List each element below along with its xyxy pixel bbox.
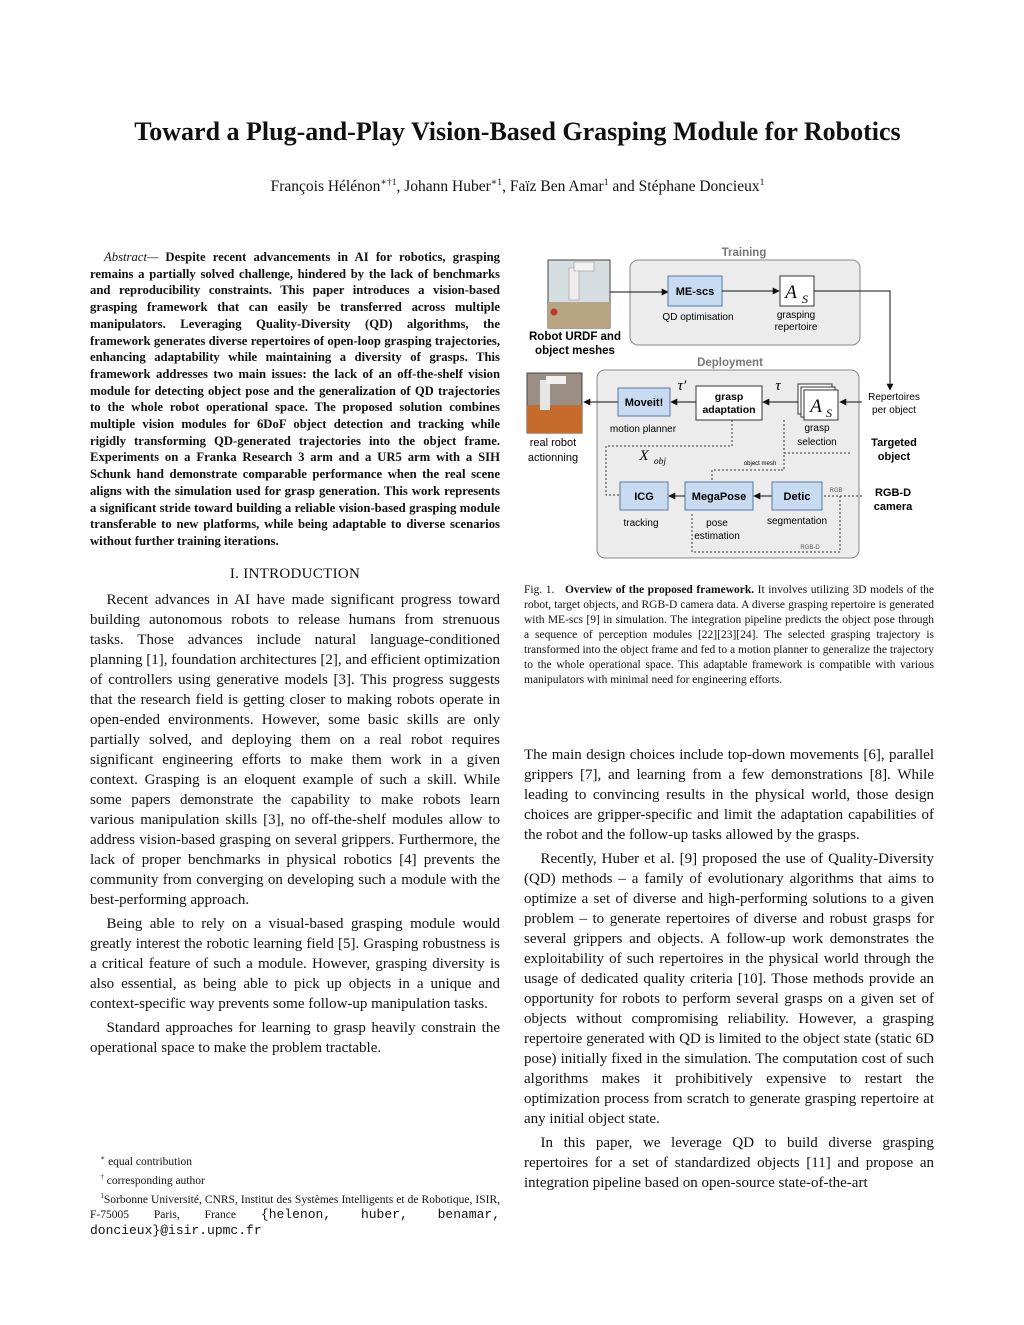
as-subscript: S: [802, 292, 808, 306]
author-name: Faïz Ben Amar: [509, 178, 604, 196]
tau-symbol: τ: [775, 378, 781, 394]
grasping-repertoire-line2: repertoire: [774, 322, 818, 333]
left-column: [90, 249, 500, 1058]
rgbd-small-label: RGB-D: [800, 545, 820, 551]
targeted-object-line2: object: [877, 451, 911, 463]
motion-planner-label: motion planner: [609, 424, 677, 435]
footnote-affiliation: [90, 1189, 500, 1240]
object-mesh-label: object mesh: [743, 461, 777, 467]
paragraph: In this paper, we leverage QD to build diverse grasping repertoires for a set of standardized objects [11] and propose an integration pipeline based on open-source state-of-the-art: [524, 1135, 934, 1191]
section-heading-introduction: I. INTRODUCTION: [229, 565, 361, 582]
x-obj-subscript: obj: [653, 457, 667, 467]
footnote-text: equal contribution: [105, 1155, 193, 1168]
figure-1: [522, 240, 942, 570]
caption-bold: Overview of the proposed framework.: [564, 584, 755, 596]
author-separator: ,: [502, 178, 510, 196]
paragraph: Recently, Huber et al. [9] proposed the use of Quality-Diversity (QD) methods – a family of evolutionary algorithms that aims to optimize a set of diverse and high-performing solutions to a given problem – to generate repertoires of diverse and robust grasps for several grippers and objects. A follow-up work demonstrates the exploitability of such repertoires in the physical world through the usage of dedicated quality criteria [10]. Those methods provide an opportunity for robots to perform several grasps on a given set of objects without compromising reliability. However, a grasping repertoire generated with QD is limited to the object state (static 6D pose) initially fixed in the simulation. The computation cost of such algorithms makes it prohibitively expensive to restart the optimization process from scratch to generate grasping repertoire at any initial object state.: [524, 851, 934, 1127]
repertoires-per-object-line1: Repertoires: [868, 392, 920, 403]
robot-urdf-line1: Robot URDF and: [529, 331, 621, 343]
training-label: Training: [721, 247, 767, 259]
footnote-text: corresponding author: [103, 1174, 205, 1187]
rgbd-camera-line2: camera: [873, 501, 913, 513]
author-name: Stéphane Doncieux: [638, 178, 760, 196]
paper-title: Toward a Plug-and-Play Vision-Based Grasping Module for Robotics: [134, 117, 901, 146]
grasp-selection-line1: grasp: [804, 423, 830, 434]
framework-diagram: [522, 240, 942, 570]
x-obj-symbol: X: [639, 448, 649, 464]
abstract-lead: Abstract: [103, 250, 147, 264]
me-scs-label: ME-scs: [675, 286, 715, 298]
abstract-dash: —: [146, 250, 159, 264]
author-name: Johann Huber: [404, 178, 491, 196]
right-column: [524, 745, 934, 1193]
deployment-label: Deployment: [697, 357, 763, 369]
paragraph: Recent advances in AI have made significant progress toward building autonomous robots to release humans from strenuous tasks. Those advances include natural language-conditioned planning [1], foundation architectures [2], and efficient optimization of controllers using generative models [3]. This progress suggests that the research field is getting closer to making robots operate in open-ended environments. However, some basic skills are only partially solved, and deploying them on a real robot requires significant engineering efforts to make them work in a given context. Grasping is an eloquent example of such a skill. While some papers demonstrate the capability to make robots learn various manipulation skills [3], no off-the-shelf modules allow to address vision-based grasping on several grippers. Furthermore, the lack of proper benchmarks in physical robotics [4] prevents the community from converging on developing such a module with the best-performing approach.: [90, 591, 501, 908]
training-panel: [630, 260, 860, 345]
arxiv-stamp: [8, 316, 66, 956]
abstract: [90, 249, 500, 550]
real-robot-image: [527, 373, 582, 433]
author-marks: ∗1: [490, 177, 503, 188]
footnote-mark: †: [100, 1172, 104, 1181]
qd-optimisation-label: QD optimisation: [662, 312, 734, 323]
as-symbol: A: [785, 282, 797, 303]
repertoires-per-object-line2: per object: [872, 405, 916, 416]
pose-estimation-line2: estimation: [694, 531, 740, 542]
paragraph: Being able to rely on a visual-based grasping module would greatly interest the robotic learning field [5]. Grasping robustness is a critical feature of such a module. However, grasping diversity is also essential, as being able to pick up objects in a unique and context-specific way prevents some follow-up manipulation tasks.: [90, 915, 500, 1012]
footnote-emails: {helenon, huber, benamar, doncieux}@isir.upmc.fr: [90, 1207, 500, 1239]
pose-estimation-line1: pose: [706, 518, 728, 529]
icg-label: ICG: [634, 491, 654, 503]
grasp-selection-line2: selection: [797, 437, 837, 448]
author-line: [60, 177, 975, 196]
footnote-corresponding: [90, 1170, 500, 1189]
author-marks: 1: [603, 177, 609, 188]
author-marks: 1: [759, 177, 765, 188]
footnote-equal: [90, 1151, 500, 1170]
caption-label: Fig. 1.: [524, 584, 555, 596]
author-name: François Hélénon: [270, 178, 381, 196]
targeted-object-line1: Targeted: [871, 437, 917, 449]
paragraph: The main design choices include top-down movements [6], parallel grippers [7], and learning from a few demonstrations [8]. While leading to convincing results in the physical world, those design choices are gripper-specific and limit the adaptation capabilities of the robot and the follow-up tasks allowed by the grasps.: [524, 747, 934, 843]
author-marks: ∗†1: [380, 177, 397, 188]
detic-label: Detic: [783, 491, 811, 503]
paragraph: Standard approaches for learning to grasp heavily constrain the operational space to make the problem tractable.: [90, 1019, 500, 1056]
selection-as-symbol: A: [810, 396, 822, 417]
figure-caption: [524, 583, 934, 688]
footnotes: [90, 1151, 500, 1239]
tau-prime-symbol: τ′: [677, 378, 687, 394]
grasp-adaptation-line2: adaptation: [702, 404, 756, 416]
tracking-label: tracking: [623, 518, 659, 529]
robot-urdf-line2: object meshes: [535, 345, 615, 357]
footnote-mark: 1: [100, 1191, 104, 1200]
selection-as-subscript: S: [826, 406, 832, 420]
footnote-mark: ∗: [100, 1154, 106, 1162]
rgbd-camera-line1: RGB-D: [874, 487, 912, 499]
author-separator: and: [608, 178, 639, 196]
megapose-label: MegaPose: [691, 491, 747, 503]
author-separator: ,: [396, 178, 405, 196]
rgb-label: RGB: [829, 488, 843, 494]
moveit-label: Moveit!: [624, 397, 664, 409]
real-robot-line1: real robot: [529, 437, 577, 449]
grasping-repertoire-line1: grasping: [776, 310, 816, 321]
robot-sim-image: [548, 260, 610, 328]
segmentation-label: segmentation: [766, 516, 828, 527]
real-robot-line2: actionning: [527, 452, 579, 464]
grasp-adaptation-line1: grasp: [714, 391, 744, 403]
caption-text: It involves utilizing 3D models of the robot, target objects, and RGB-D camera data. A diverse grasping repertoire is generated with ME-scs [9] in simulation. The integration pipeline predicts the object pose through a sequence of perception modules [22][23][24]. The selected grasping trajectory is transformed into the object frame and fed to a motion planner to generalize the trajectory to the whole operational space. This adaptable framework is compatible with various manipulators with minimal need for engineering efforts.: [524, 584, 934, 686]
abstract-text: Despite recent advancements in AI for robotics, grasping remains a partially solved challenge, hindered by the lack of benchmarks and reproducibility constraints. This paper introduces a vision-based grasping framework that can easily be transferred across multiple manipulators. Leveraging Quality-Diversity (QD) algorithms, the framework generates diverse repertoires of open-loop grasping trajectories, enhancing adaptability while maintaining a diversity of grasps. This framework addresses two main issues: the lack of an off-the-shelf vision module for detecting object pose and the generalization of QD trajectories to the whole robot operational space. The proposed solution combines multiple vision modules for 6DoF object detection and tracking while rigidly transforming QD-generated trajectories into the object frame. Experiments on a Franka Research 3 arm and a UR5 arm with a SIH Schunk hand demonstrate comparable performance when the real scene aligns with the simulation used for grasp generation. This work represents a significant stride toward building a reliable vision-based grasping module transferable to new platforms, while being adaptable to diverse scenarios without further training iterations.: [90, 250, 500, 548]
footnote-text: Sorbonne Université, CNRS, Institut des Systèmes Intelligents et de Robotique, ISIR, F-75005 Paris, France: [90, 1193, 500, 1222]
arxiv-stamp-svg: [8, 316, 66, 956]
